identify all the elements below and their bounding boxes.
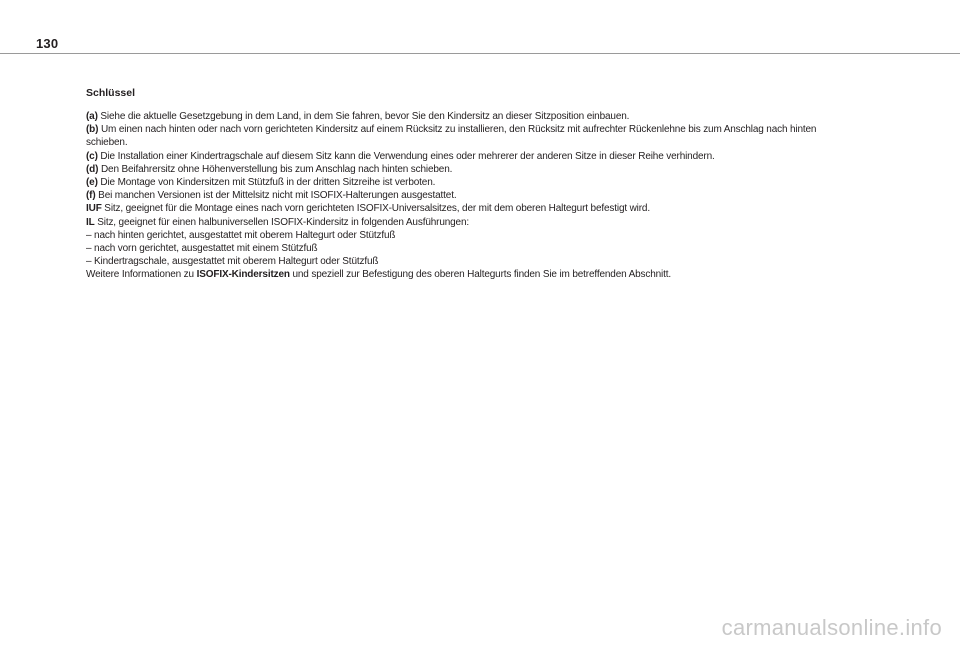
- page-number: 130: [36, 36, 59, 51]
- note-f: [86, 189, 886, 202]
- note-text: Die Installation einer Kindertragschale auf diesem Sitz kann die Verwendung eines oder mehrerer der anderen Sitze in dieser Reihe verhindern.: [97, 150, 715, 162]
- note-e: [86, 176, 886, 189]
- il-option-carrycot: – Kindertragschale, ausgestattet mit oberem Haltegurt oder Stützfuß: [86, 256, 379, 268]
- more-info-bold: ISOFIX-Kindersitzen: [196, 269, 290, 281]
- note-tag: (c): [86, 150, 98, 162]
- note-text: Sitz, geeignet für einen halbuniversellen ISOFIX-Kindersitz in folgenden Ausführungen:: [94, 216, 470, 228]
- note-text: Bei manchen Versionen ist der Mittelsitz nicht mit ISOFIX-Halterungen ausgestattet.: [95, 190, 457, 202]
- note-tag: (a): [86, 111, 98, 122]
- header-divider: [0, 53, 960, 54]
- key-section: [86, 86, 886, 282]
- section-title: Schlüssel: [86, 87, 136, 99]
- note-b-continuation: schieben.: [86, 137, 128, 149]
- note-iuf: [86, 202, 886, 215]
- note-tag: IL: [86, 216, 95, 228]
- more-info: [86, 268, 886, 281]
- note-text: Die Montage von Kindersitzen mit Stützfuß in der dritten Sitzreihe ist verboten.: [97, 177, 436, 189]
- note-text: Den Beifahrersitz ohne Höhenverstellung bis zum Anschlag nach hinten schieben.: [98, 163, 453, 175]
- note-d: [86, 163, 886, 176]
- note-text: Siehe die aktuelle Gesetzgebung in dem Land, in dem Sie fahren, bevor Sie den Kindersitz an dieser Sitzposition einbauen.: [97, 111, 630, 122]
- note-c: [86, 150, 886, 163]
- note-tag: IUF: [86, 203, 102, 215]
- note-text: Um einen nach hinten oder nach vorn gerichteten Kindersitz auf einem Rücksitz zu installieren, den Rücksitz mit aufrechter Rückenlehne bis zum Anschlag nach hinten: [98, 124, 817, 136]
- il-option-forward-facing: – nach vorn gerichtet, ausgestattet mit einem Stützfuß: [86, 243, 318, 255]
- note-tag: (b): [86, 124, 99, 136]
- notes-list: [86, 110, 886, 282]
- more-info-before: Weitere Informationen zu: [86, 269, 197, 281]
- il-option-rear-facing: – nach hinten gerichtet, ausgestattet mit oberem Haltegurt oder Stützfuß: [86, 229, 396, 241]
- more-info-after: und speziell zur Befestigung des oberen Haltegurts finden Sie im betreffenden Abschnitt.: [289, 269, 672, 281]
- note-a: [86, 110, 886, 123]
- note-il: [86, 216, 886, 229]
- watermark: carmanualsonline.info: [721, 615, 942, 640]
- note-text: Sitz, geeignet für die Montage eines nach vorn gerichteten ISOFIX-Universalsitzes, der mit dem oberen Haltegurt befestigt wird.: [101, 203, 650, 215]
- note-tag: (f): [86, 190, 96, 202]
- note-b: [86, 123, 886, 136]
- note-tag: (d): [86, 163, 99, 175]
- note-tag: (e): [86, 177, 98, 189]
